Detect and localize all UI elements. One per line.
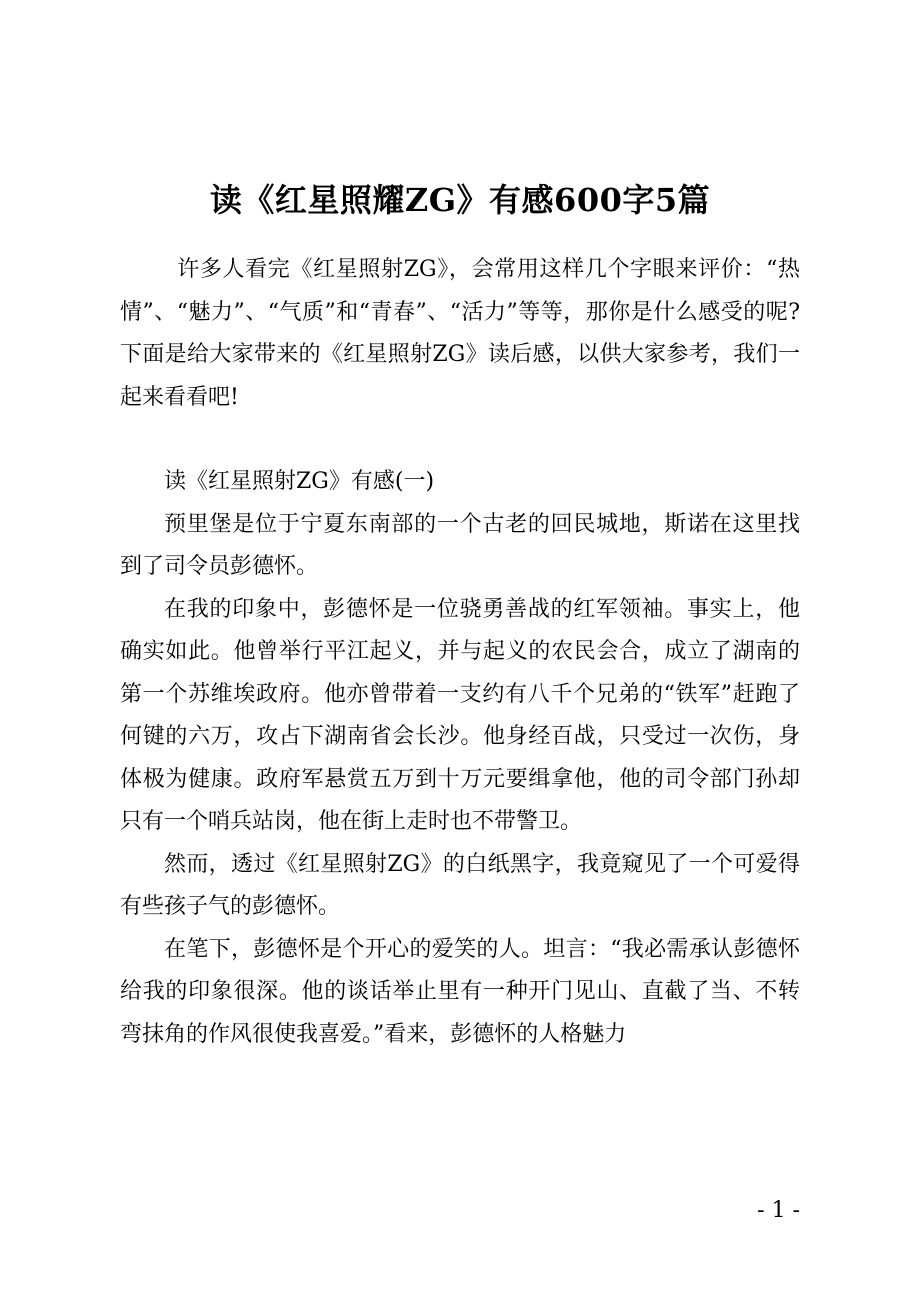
body-paragraph: 然而，透过《红星照射ZG》的白纸黑字，我竟窥见了一个可爱得有些孩子气的彭德怀。	[120, 851, 800, 919]
document-title: 读《红星照耀ZG》有感600字5篇	[209, 181, 711, 220]
body-paragraph: 预里堡是位于宁夏东南部的一个古老的回民城地，斯诺在这里找到了司令员彭德怀。	[120, 511, 800, 579]
body-paragraph: 在我的印象中，彭德怀是一位骁勇善战的红军领袖。事实上，他确实如此。他曾举行平江起义，并与起义的农民会合，成立了湖南的第一个苏维埃政府。他亦曾带着一支约有八千个兄弟的“铁军”赶跑了何键的六万，攻占下湖南省会长沙。他身经百战，只受过一次伤，身体极为健康。政府军悬赏五万到十万元要缉拿他，他的司令部门孙却只有一个哨兵站岗，他在街上走时也不带警卫。	[120, 596, 800, 834]
intro-paragraph: 许多人看完《红星照射ZG》，会常用这样几个字眼来评价：“热情”、“魅力”、“气质”和“青春”、“活力”等等，那你是什么感受的呢?下面是给大家带来的《红星照射ZG》读后感，以供大家参考，我们一起来看看吧!	[120, 257, 800, 410]
body-paragraph: 在笔下，彭德怀是个开心的爱笑的人。坦言：“我必需承认彭德怀给我的印象很深。他的谈话举止里有一种开门见山、直截了当、不转弯抹角的作风很使我喜爱。”看来，彭德怀的人格魅力	[120, 936, 800, 1047]
page-number: - 1 -	[757, 1198, 800, 1223]
document-body	[120, 249, 800, 1056]
section-heading: 读《红星照射ZG》有感(一)	[164, 469, 435, 494]
